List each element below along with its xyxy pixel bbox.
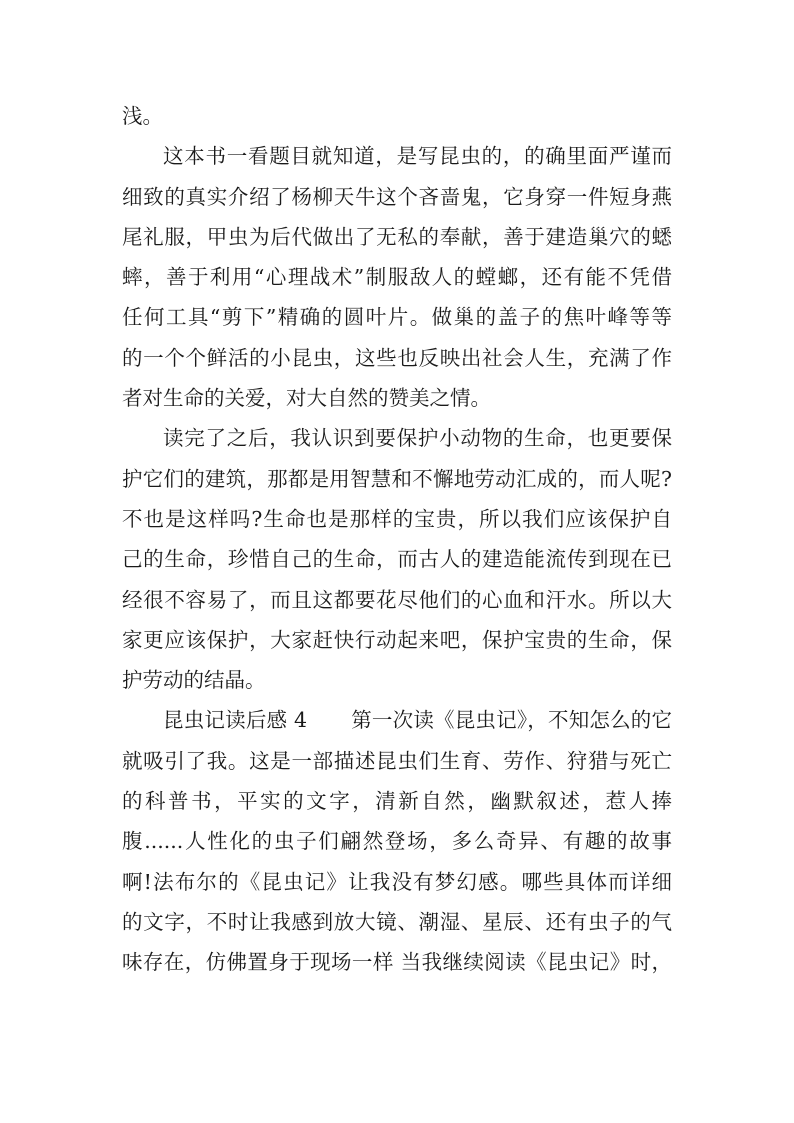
- paragraph: [122, 700, 672, 982]
- text-line: 护它们的建筑，那都是用智慧和不懈地劳动汇成的，而人呢?: [122, 466, 672, 491]
- text-line: 经很不容易了，而且这都要花尽他们的心血和汗水。所以大: [122, 587, 672, 612]
- text-line: [122, 700, 672, 740]
- section-heading: 昆虫记读后感 4: [163, 708, 307, 733]
- text-line: 读完了之后，我认识到要保护小动物的生命，也更要保: [163, 426, 672, 451]
- text-line: 者对生命的关爱，对大自然的赞美之情。: [122, 386, 491, 411]
- text-line: 味存在，仿佛置身于现场一样 当我继续阅读《昆虫记》时，: [122, 950, 672, 975]
- text-line: 的文字，不时让我感到放大镜、潮湿、星辰、还有虫子的气: [122, 909, 672, 934]
- text-line: 浅。: [122, 104, 163, 128]
- text-line: 细致的真实介绍了杨柳天牛这个吝啬鬼，它身穿一件短身燕: [122, 184, 672, 209]
- text-line: 任何工具“剪下”精确的圆叶片。做巢的盖子的焦叶峰等等: [122, 305, 672, 330]
- text-line: 这本书一看题目就知道，是写昆虫的，的确里面严谨而: [163, 144, 672, 169]
- text-line: 啊!法布尔的《昆虫记》让我没有梦幻感。哪些具体而详细: [122, 869, 672, 894]
- text-line: 不也是这样吗?生命也是那样的宝贵，所以我们应该保护自: [122, 506, 672, 531]
- text-line: 家更应该保护，大家赶快行动起来吧，保护宝贵的生命，保: [122, 627, 672, 652]
- text-line: 就吸引了我。这是一部描述昆虫们生育、劳作、狩猎与死亡: [122, 748, 672, 773]
- text-line: 己的生命，珍惜自己的生命，而古人的建造能流传到现在已: [122, 547, 672, 572]
- text-line: 的科普书，平实的文字，清新自然，幽默叙述，惹人捧: [122, 789, 672, 814]
- text-line: 尾礼服，甲虫为后代做出了无私的奉献，善于建造巢穴的蟋: [122, 224, 672, 249]
- text-line: 护劳动的结晶。: [122, 668, 266, 693]
- text-line-content: 第一次读《昆虫记》，不知怎么的它: [351, 708, 673, 733]
- paragraph: [122, 96, 672, 136]
- paragraph: [122, 418, 672, 700]
- text-line: 蟀，善于利用“心理战术”制服敌人的螳螂，还有能不凭借: [122, 265, 672, 290]
- paragraph: [122, 136, 672, 418]
- text-line: 的一个个鲜活的小昆虫，这些也反映出社会人生，充满了作: [122, 345, 672, 370]
- body-text: [122, 96, 672, 983]
- text-line: 腹......人性化的虫子们翩然登场，多么奇异、有趣的故事: [122, 829, 672, 854]
